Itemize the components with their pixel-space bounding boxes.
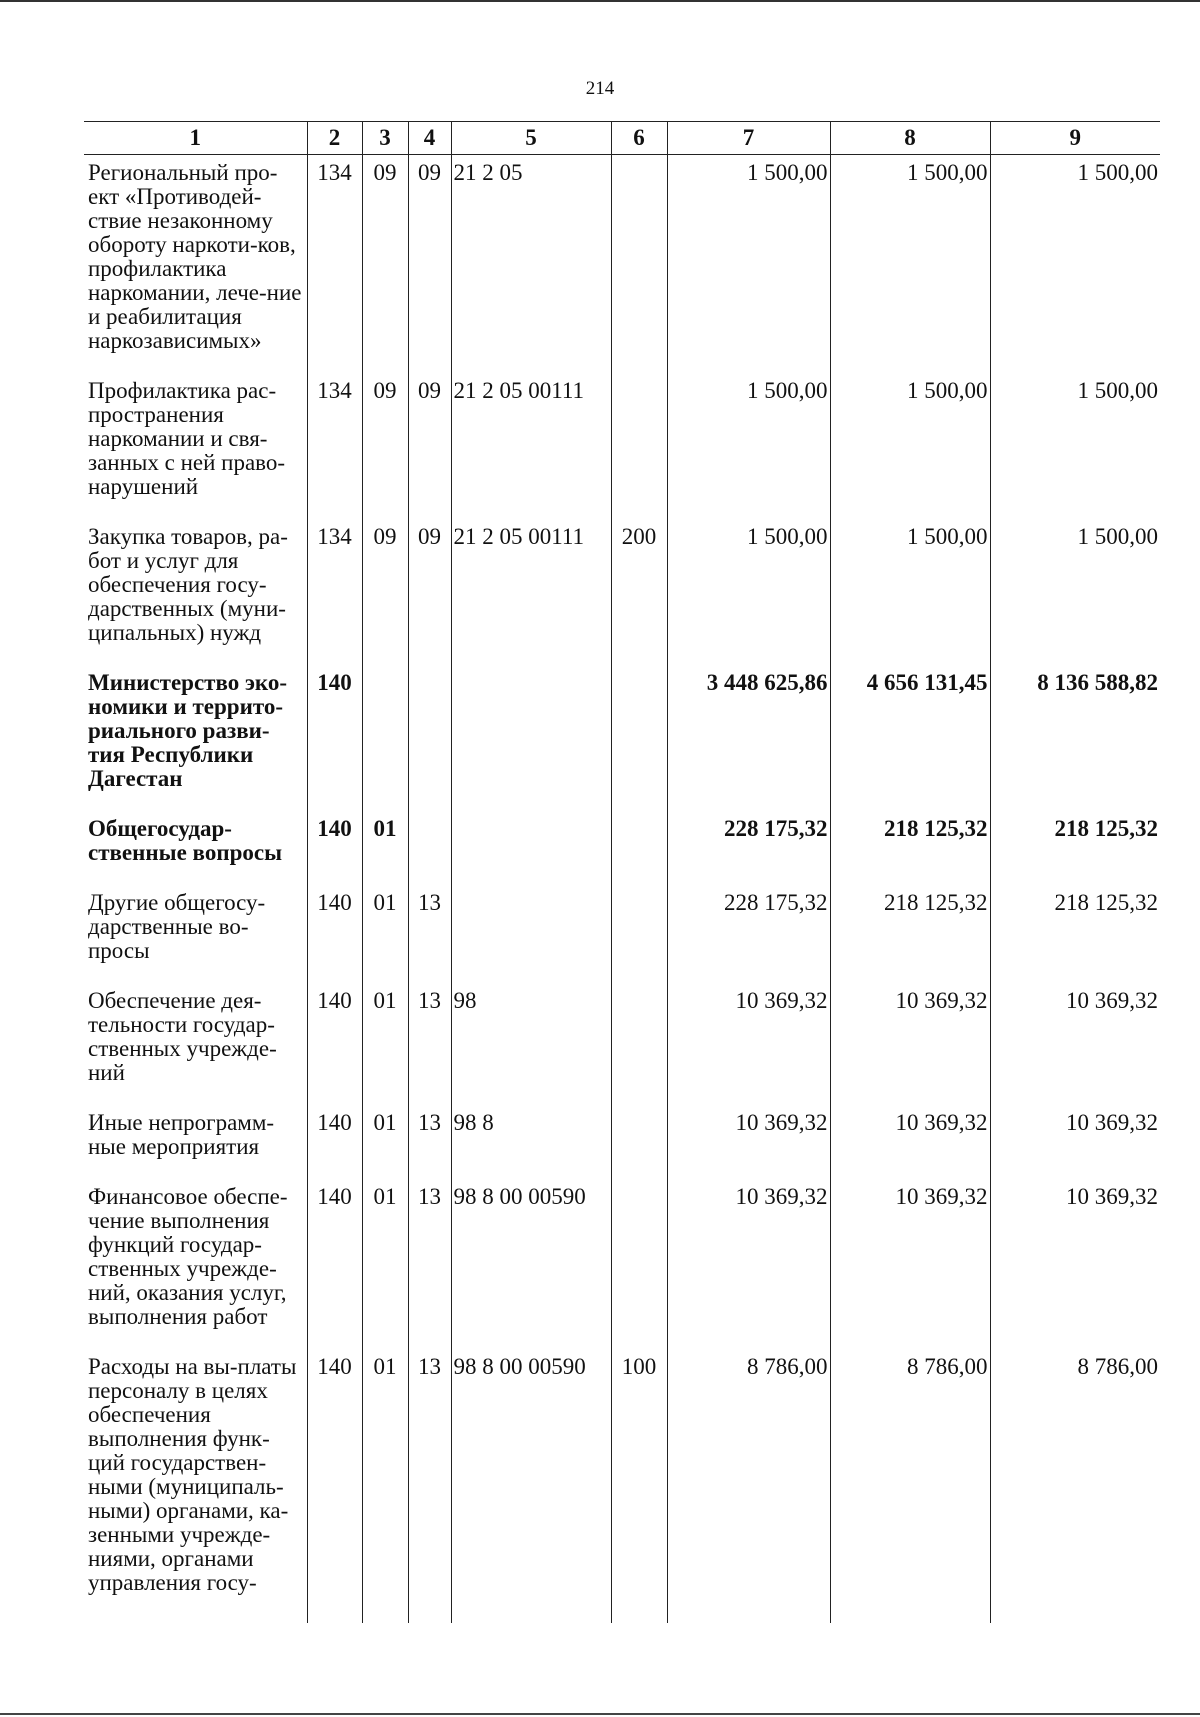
row-code-4: 13 [408,885,451,983]
row-code-5: 98 8 [451,1105,611,1179]
row-value-7: 3 448 625,86 [667,665,830,811]
row-code-2: 140 [307,983,362,1105]
row-code-6 [611,665,667,811]
column-header-5: 5 [451,122,611,155]
row-code-2: 134 [307,373,362,519]
row-value-8: 1 500,00 [830,373,990,519]
row-value-9: 218 125,32 [990,885,1160,983]
row-value-8: 1 500,00 [830,519,990,665]
row-name: Региональный про-ект «Противодей-ствие незаконному обороту наркоти-ков, профилактика наркомании, лече-ние и реабилитация наркозависимых» [88,160,302,353]
table-row [84,665,1160,811]
row-name: Обеспечение дея-тельности государ-ственных учрежде-ний [88,988,277,1085]
row-name: Профилактика рас-пространения наркомании и свя-занных с ней право-нарушений [88,378,286,499]
row-code-3: 09 [362,373,408,519]
row-code-2: 140 [307,665,362,811]
table-row [84,1349,1160,1623]
row-code-6: 200 [611,519,667,665]
row-code-3 [362,665,408,811]
row-value-7: 10 369,32 [667,1105,830,1179]
row-value-7: 10 369,32 [667,1179,830,1349]
row-value-9: 1 500,00 [990,373,1160,519]
row-code-4: 13 [408,1105,451,1179]
row-code-5: 98 [451,983,611,1105]
row-value-7: 228 175,32 [667,885,830,983]
row-value-7: 10 369,32 [667,983,830,1105]
row-value-7: 8 786,00 [667,1349,830,1623]
row-code-4: 09 [408,519,451,665]
table-row [84,983,1160,1105]
table-row [84,1105,1160,1179]
row-code-2: 140 [307,885,362,983]
row-value-9: 1 500,00 [990,155,1160,374]
row-code-5 [451,811,611,885]
row-code-4 [408,665,451,811]
row-name: Финансовое обеспе-чение выполнения функций государ-ственных учрежде-ний, оказания услуг, выполнения работ [88,1184,288,1329]
row-value-8: 1 500,00 [830,155,990,374]
row-value-9: 8 786,00 [990,1349,1160,1623]
row-value-8: 4 656 131,45 [830,665,990,811]
row-code-3: 01 [362,1179,408,1349]
row-value-9: 218 125,32 [990,811,1160,885]
row-value-8: 8 786,00 [830,1349,990,1623]
row-code-3: 01 [362,811,408,885]
table-header-row [84,122,1160,155]
budget-table [84,121,1160,1623]
row-code-2: 140 [307,1179,362,1349]
scan-bottom-edge [0,1713,1200,1715]
table-row [84,519,1160,665]
row-code-4: 09 [408,373,451,519]
table-row [84,373,1160,519]
row-code-5: 21 2 05 00111 [451,373,611,519]
row-code-4 [408,811,451,885]
table-row [84,155,1160,374]
column-header-2: 2 [307,122,362,155]
row-name: Расходы на вы-платы персоналу в целях обеспечения выполнения функ-ций государствен-ными (муниципаль-ными) органами, ка-зенными учрежде-ниями, органами управления госу- [88,1354,297,1595]
table-row [84,885,1160,983]
page-number: 214 [585,78,615,99]
row-value-9: 10 369,32 [990,1105,1160,1179]
row-code-2: 140 [307,1349,362,1623]
row-code-3: 01 [362,983,408,1105]
row-code-5: 21 2 05 [451,155,611,374]
row-code-5 [451,885,611,983]
row-code-2: 140 [307,811,362,885]
row-code-2: 140 [307,1105,362,1179]
row-code-5: 98 8 00 00590 [451,1349,611,1623]
column-header-1: 1 [84,122,307,155]
row-code-6 [611,811,667,885]
row-value-7: 1 500,00 [667,373,830,519]
row-code-5: 21 2 05 00111 [451,519,611,665]
row-code-3: 01 [362,1349,408,1623]
row-code-4: 13 [408,1349,451,1623]
row-name: Министерство эко-номики и террито-риального разви-тия Республики Дагестан [88,670,288,791]
row-value-9: 1 500,00 [990,519,1160,665]
scan-top-edge [0,0,1200,2]
row-name: Иные непрограмм-ные мероприятия [88,1110,275,1159]
row-value-9: 10 369,32 [990,1179,1160,1349]
row-value-8: 10 369,32 [830,1105,990,1179]
row-value-8: 10 369,32 [830,1179,990,1349]
row-code-2: 134 [307,155,362,374]
row-value-7: 1 500,00 [667,519,830,665]
column-header-3: 3 [362,122,408,155]
row-code-3: 09 [362,155,408,374]
table-row [84,1179,1160,1349]
row-code-6 [611,1105,667,1179]
row-code-3: 09 [362,519,408,665]
row-code-6 [611,983,667,1105]
row-code-3: 01 [362,1105,408,1179]
column-header-9: 9 [990,122,1160,155]
row-value-9: 10 369,32 [990,983,1160,1105]
row-name: Закупка товаров, ра-бот и услуг для обеспечения госу-дарственных (муни-ципальных) нужд [88,524,288,645]
row-code-6 [611,155,667,374]
row-name: Другие общегосу-дарственные во-просы [88,890,266,963]
row-code-4: 13 [408,1179,451,1349]
column-header-8: 8 [830,122,990,155]
row-value-8: 218 125,32 [830,811,990,885]
column-header-4: 4 [408,122,451,155]
row-value-7: 1 500,00 [667,155,830,374]
row-code-5: 98 8 00 00590 [451,1179,611,1349]
row-code-3: 01 [362,885,408,983]
table-row [84,811,1160,885]
row-code-6 [611,373,667,519]
row-code-6 [611,885,667,983]
column-header-6: 6 [611,122,667,155]
row-value-8: 10 369,32 [830,983,990,1105]
row-code-6 [611,1179,667,1349]
row-value-8: 218 125,32 [830,885,990,983]
row-code-4: 13 [408,983,451,1105]
row-code-2: 134 [307,519,362,665]
row-value-9: 8 136 588,82 [990,665,1160,811]
row-code-5 [451,665,611,811]
column-header-7: 7 [667,122,830,155]
row-code-6: 100 [611,1349,667,1623]
row-value-7: 228 175,32 [667,811,830,885]
row-code-4: 09 [408,155,451,374]
row-name: Общегосудар-ственные вопросы [88,816,283,865]
